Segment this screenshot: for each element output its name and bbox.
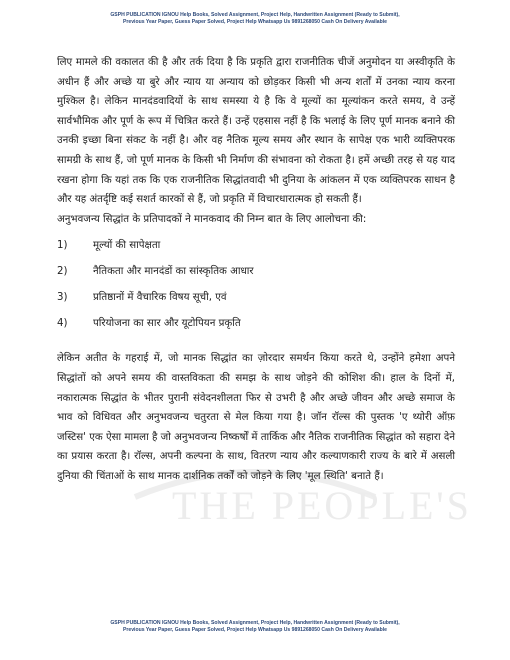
criticism-list (57, 233, 455, 337)
page-footer (0, 620, 510, 634)
list-item (57, 233, 455, 259)
list-text: परियोजना का सार और यूटोपियन प्रकृति (93, 318, 241, 330)
list-text: प्रतिष्ठानों में वैचारिक विषय सूची, एवं (93, 292, 227, 304)
list-text: मूल्यों की सापेक्षता (93, 240, 161, 252)
watermark-text: THE PEOPLE'S (172, 483, 472, 528)
list-number: 3) (57, 292, 68, 304)
footer-line-2: Previous Year Paper, Guess Paper Solved, Project Help Whatsapp Us 9891268050 Cash On Delivery Available (123, 627, 387, 633)
list-intro: अनुभवजन्य सिद्धांत के प्रतिपादकों ने मानकवाद की निम्न बात के लिए आलोचना की: (57, 213, 367, 225)
list-item (57, 285, 455, 311)
list-number: 4) (57, 318, 68, 330)
list-item (57, 311, 455, 337)
paragraph-2: लेकिन अतीत के गहराई में, जो मानक सिद्धांत का ज़ोरदार समर्थन किया करते थे, उन्होंने हमेशा अपने सिद्धांतों को अपने समय की वास्तविकता की समझ के साथ जोड़ने की कोशिश की। हाल के दिनों में, नकारात्मक सिद्धांत के भीतर पुरानी संवेदनशीलता फिर से उभरी है और अच्छे जीवन और अच्छे समाज के भाव को विधिवत और अनुभवजन्य चतुरता से मेल किया गया है। जॉन रॉल्स की पुस्तक 'ए थ्योरी ऑफ़ जस्टिस' एक ऐसा मामला है जो अनुभवजन्य निष्कर्षों में तार्किक और नैतिक राजनीतिक सिद्धांत को सहारा देने का प्रयास करता है। रॉल्स, अपनी कल्पना के साथ, वितरण न्याय और कल्याणकारी राज्य के बारे में असली दुनिया की चिंताओं के साथ मानक दार्शनिक तर्कों को जोड़ने के लिए 'मूल स्थिति' बनाते हैं। (57, 353, 455, 482)
header-line-1: GSPH PUBLICATION IGNOU Help Books, Solved Assignment, Project Help, Handwritten Assignment (Ready to Submit), (110, 12, 400, 18)
footer-line-1: GSPH PUBLICATION IGNOU Help Books, Solved Assignment, Project Help, Handwritten Assignment (Ready to Submit), (110, 620, 400, 626)
list-number: 2) (57, 266, 68, 278)
list-item (57, 259, 455, 285)
list-number: 1) (57, 240, 68, 252)
header-line-2: Previous Year Paper, Guess Paper Solved, Project Help Whatsapp Us 9891268050 Cash On Delivery Available (123, 19, 387, 25)
document-body (57, 53, 455, 487)
list-text: नैतिकता और मानदंडों का सांस्कृतिक आधार (93, 266, 254, 278)
page-header (0, 12, 510, 26)
paragraph-1: लिए मामले की वकालत की है और तर्क दिया है कि प्रकृति द्वारा राजनीतिक चीजें अनुमोदन या अस्वीकृति के अधीन हैं और अच्छे या बुरे और न्याय या अन्याय को छोड़कर किसी भी अन्य शर्तों में उनका न्याय करना मुश्किल है। लेकिन मानदंडवादियों के साथ समस्या ये है कि वे मूल्यों का मूल्यांकन करते समय, वे उन्हें सार्वभौमिक और पूर्ण के रूप में चित्रित करते हैं। उन्हें एहसास नहीं है कि भलाई के लिए पूर्ण मानक बनाने की उनकी इच्छा बिना संकट के नहीं है। और वह नैतिक मूल्य समय और स्थान के सापेक्ष एक भारी व्यक्तिपरक सामग्री के साथ हैं, जो पूर्ण मानक के किसी भी निर्माण की संभावना को रोकता है। हमें अच्छी तरह से यह याद रखना होगा कि यहां तक कि एक राजनीतिक सिद्धांतवादी भी दुनिया के आंकलन में एक व्यक्तिपरक साधन है और यह अंतर्दृष्टि कई सशर्त कारकों से हैं, जो प्रकृति में विचारधारात्मक हो सकती हैं। (57, 57, 455, 206)
